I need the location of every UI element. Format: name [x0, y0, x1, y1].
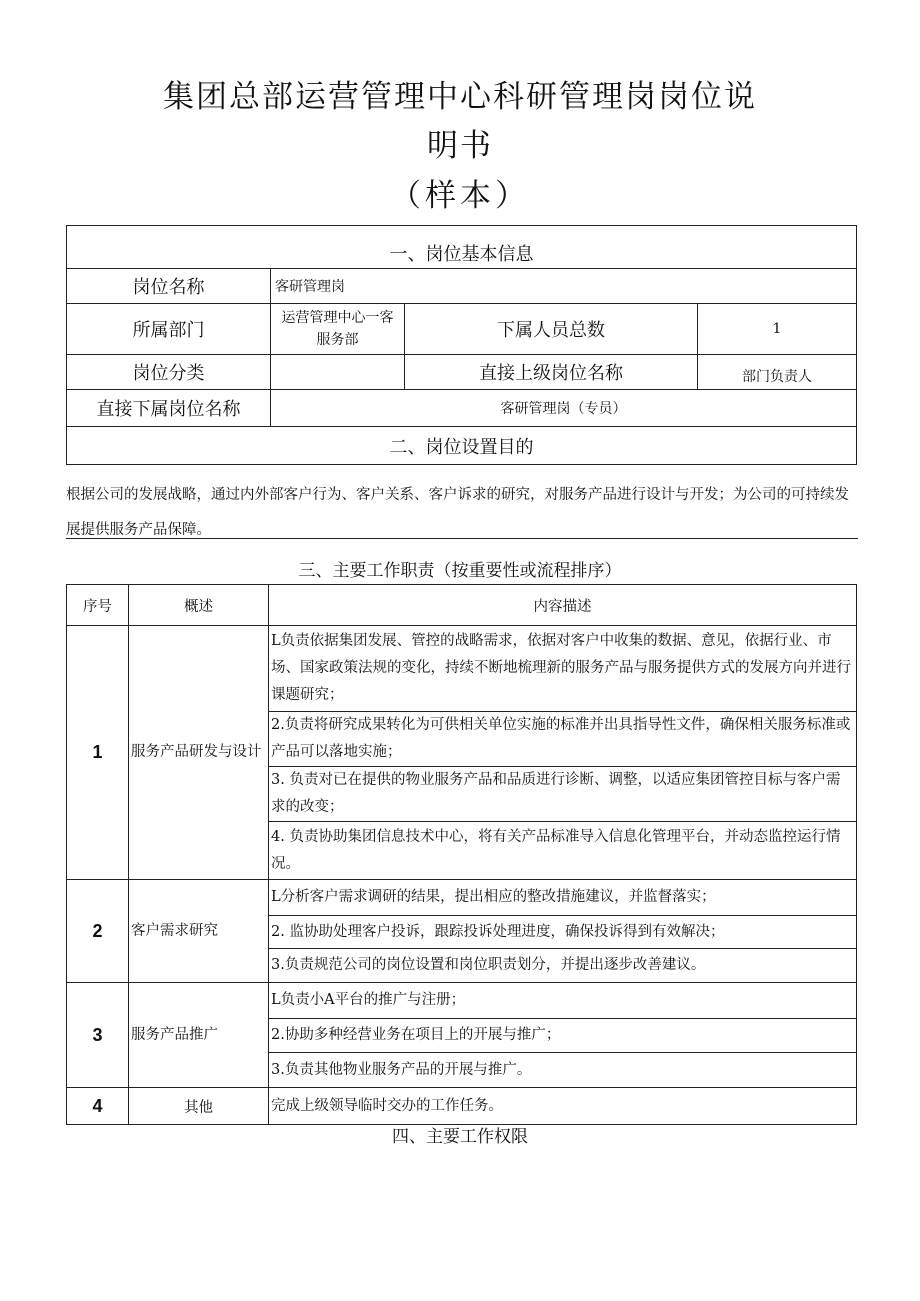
section4-heading: 四、主要工作权限: [392, 1127, 528, 1147]
category-label: 岗位分类: [67, 355, 271, 390]
department-label: 所属部门: [67, 304, 271, 355]
duty-summary: 其他: [129, 1088, 269, 1125]
subordinates-total-value: 1: [698, 304, 857, 355]
direct-superior-value: 部门负责人: [698, 355, 857, 390]
duty-item: 完成上级领导临时交办的工作任务。: [269, 1088, 857, 1125]
duty-item: 3.负责规范公司的岗位设置和岗位职责划分，并提出逐步改善建议。: [269, 949, 857, 983]
duty-item: 2. 监协助处理客户投诉，跟踪投诉处理进度，确保投诉得到有效解决；: [269, 916, 857, 949]
col-header-desc: 内容描述: [269, 585, 857, 626]
duty-item: 2.协助多种经营业务在项目上的开展与推广；: [269, 1019, 857, 1053]
department-value: 运营管理中心一客服务部: [271, 304, 405, 355]
position-name-value: 客研管理岗: [271, 269, 857, 304]
document-title-line2: 明书: [427, 128, 493, 164]
section2-heading: 二、岗位设置目的: [67, 427, 857, 465]
duty-item: 4. 负责协助集团信息技术中心，将有关产品标准导入信息化管理平台，并动态监控运行情况。: [269, 822, 857, 880]
col-header-no: 序号: [67, 585, 129, 626]
basic-info-table: [66, 225, 857, 465]
duty-item: L分析客户需求调研的结果，提出相应的整改措施建议，并监督落实；: [269, 880, 857, 916]
duty-number: 1: [67, 626, 129, 880]
duty-item: L负责依据集团发展、管控的战略需求，依据对客户中收集的数据、意见，依据行业、市场、国家政策法规的变化，持续不断地梳理新的服务产品与服务提供方式的发展方向并进行课题研究；: [269, 626, 857, 712]
duty-number: 4: [67, 1088, 129, 1125]
duty-summary: 服务产品推广: [129, 983, 269, 1088]
divider: [66, 538, 858, 539]
document-title-line1: 集团总部运营管理中心科研管理岗岗位说: [163, 79, 757, 115]
purpose-text: 根据公司的发展战略，通过内外部客户行为、客户关系、客户诉求的研究，对服务产品进行设计与开发；为公司的可持续发展提供服务产品保障。: [66, 487, 849, 538]
position-name-label: 岗位名称: [67, 269, 271, 304]
section1-heading: 一、岗位基本信息: [67, 226, 857, 269]
duty-summary: 服务产品研发与设计: [129, 626, 269, 880]
duty-item: 3.负责其他物业服务产品的开展与推广。: [269, 1053, 857, 1088]
subordinates-total-label: 下属人员总数: [405, 304, 698, 355]
direct-superior-label: 直接上级岗位名称: [405, 355, 698, 390]
duty-item: L负责小A平台的推广与注册；: [269, 983, 857, 1019]
direct-subordinate-value: 客研管理岗（专员）: [271, 390, 857, 427]
duty-summary: 客户需求研究: [129, 880, 269, 983]
duty-item: 2.负责将研究成果转化为可供相关单位实施的标准并出具指导性文件，确保相关服务标准或产品可以落地实施；: [269, 712, 857, 767]
duty-number: 2: [67, 880, 129, 983]
document-title-sample: （样本）: [390, 178, 530, 214]
direct-subordinate-label: 直接下属岗位名称: [67, 390, 271, 427]
category-value: [271, 355, 405, 390]
duty-item: 3. 负责对已在提供的物业服务产品和品质进行诊断、调整，以适应集团管控目标与客户需求的改变；: [269, 767, 857, 822]
duty-number: 3: [67, 983, 129, 1088]
col-header-summary: 概述: [129, 585, 269, 626]
section3-heading: 三、主要工作职责（按重要性或流程排序）: [298, 561, 622, 581]
duties-table: [66, 584, 857, 1125]
